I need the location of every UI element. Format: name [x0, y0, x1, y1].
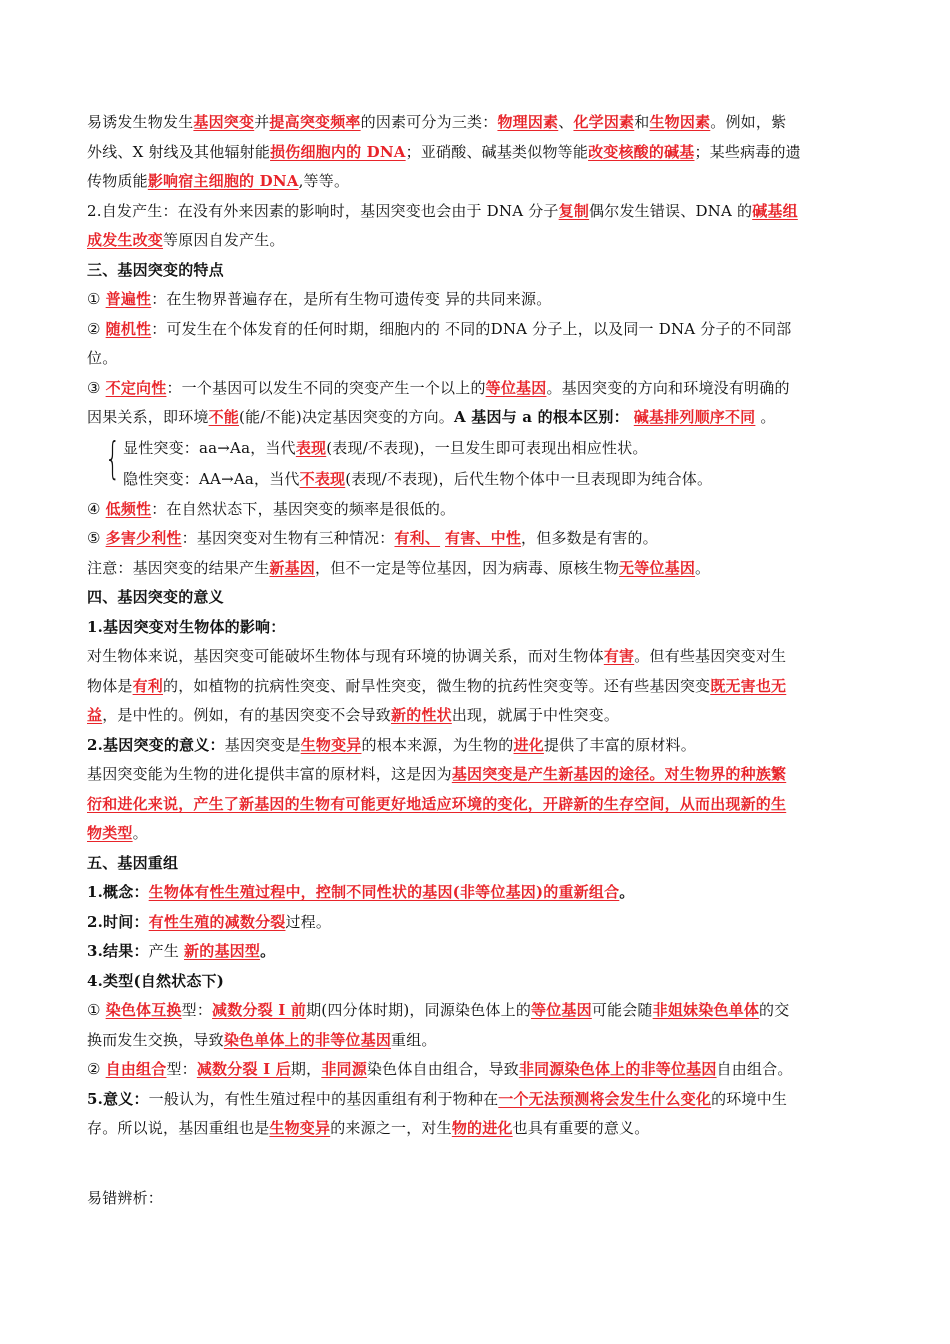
key-term: 一个无法预测将会发生什么变化: [498, 1089, 712, 1108]
text-run: 。: [260, 942, 276, 960]
text-line: [87, 878, 863, 908]
text-run: 过程。: [285, 912, 332, 931]
text-run: 也具有重要的意义。: [512, 1119, 650, 1137]
key-term: 既无害也无: [710, 676, 787, 695]
text-run: 位。: [87, 349, 118, 367]
left-brace-icon: {: [105, 432, 121, 484]
dominant-recessive-brace-group: [87, 433, 863, 495]
text-run: ②: [87, 1060, 106, 1078]
key-term: 生物变异: [300, 735, 362, 754]
key-term: 损伤细胞内的 DNA: [270, 142, 406, 161]
text-run: 的因素可分为三类：: [360, 113, 498, 131]
text-run: 型：: [166, 1060, 197, 1078]
text-run: ：在自然状态下，基因突变的频率是很低的。: [151, 499, 456, 518]
text-run: 外线、X 射线及其他辐射能: [87, 142, 271, 161]
text-run: 并: [254, 113, 270, 131]
text-run: 基因突变是: [224, 735, 301, 754]
key-term: 基因突变是产生新基因的途径。对生物界的种族繁: [451, 765, 787, 783]
text-run: ；亚硝酸、碱基类似物等能: [405, 142, 589, 161]
key-term: 无等位基因: [619, 558, 696, 577]
text-run: ⑤: [87, 529, 106, 547]
text-run: ②: [87, 319, 106, 338]
text-line: [87, 495, 863, 525]
text-line: [87, 197, 863, 227]
text-line: [87, 937, 863, 967]
key-term: 基因突变: [193, 113, 255, 131]
text-line: [87, 996, 863, 1026]
text-run: 可能会随: [591, 1001, 653, 1019]
key-term: 非同源: [321, 1060, 367, 1078]
text-run: 型：: [181, 1001, 213, 1019]
text-run: 的交: [759, 1001, 790, 1019]
key-term: 有害、中性: [445, 529, 522, 547]
key-term: 等位基因: [485, 378, 547, 397]
text-run: 4.类型(自然状态下): [87, 971, 225, 990]
text-run: 。: [755, 408, 776, 426]
key-term: 不能: [208, 408, 240, 426]
text-run: 物体是: [87, 676, 133, 695]
text-run: 的，如植物的抗病性突变、耐旱性突变，微生物的抗药性突变等。还有些基因突变: [163, 676, 711, 695]
key-term: 复制: [558, 201, 590, 220]
key-term: 染色体互换: [105, 1001, 182, 1019]
text-run: 隐性突变：AA→Aa，当代: [123, 469, 300, 488]
text-run: 提供了丰富的原材料。: [543, 735, 696, 754]
text-line: [87, 167, 863, 197]
text-run: 。但有些基因突变对生: [634, 647, 787, 665]
text-run: 1.基因突变对生物体的影响：: [87, 617, 286, 636]
text-run: ，是中性的。例如，有的基因突变不会导致: [102, 706, 392, 724]
key-term: 非姐妹染色单体: [652, 1001, 760, 1019]
key-term: 普遍性: [105, 290, 152, 308]
key-term: 随机性: [105, 319, 152, 338]
text-run: 基因突变能为生物的进化提供丰富的原材料，这是因为: [87, 765, 452, 783]
key-term: 碱基排列顺序不同: [633, 408, 756, 426]
text-line: [123, 464, 863, 495]
text-line: [87, 554, 863, 584]
text-line: [87, 1114, 863, 1144]
text-run: ：在生物界普遍存在，是所有生物可遗传变 异的共同来源。: [151, 290, 552, 308]
footer-heading: 易错辨析：: [87, 1188, 164, 1207]
text-run: 五、基因重组: [87, 853, 179, 872]
text-line: [87, 672, 863, 702]
text-run: (表现/不表现)，一旦发生即可表现出相应性状。: [326, 438, 648, 457]
key-term: 表现: [295, 438, 327, 457]
key-term: 不定向性: [105, 378, 167, 397]
text-run: 换而发生交换，导致: [87, 1030, 224, 1049]
text-run: ，但多数是有害的。: [521, 529, 658, 547]
text-line: [87, 344, 863, 374]
key-term: 减数分裂 I 后: [196, 1060, 291, 1078]
text-line: [87, 374, 863, 404]
text-line: [87, 908, 863, 938]
key-term: 生物因素: [649, 113, 711, 131]
text-line: [87, 583, 863, 613]
text-run: 2.自发产生：在没有外来因素的影响时，基因突变也会由于 DNA 分子: [87, 201, 559, 220]
text-line: [87, 256, 863, 286]
text-line: [87, 138, 863, 168]
key-term: 成发生改变: [87, 231, 164, 249]
key-term: 自由组合: [105, 1060, 167, 1078]
text-line: [87, 849, 863, 879]
text-run: 注意：基因突变的结果产生: [87, 558, 270, 577]
text-run: 偶尔发生错误、DNA 的: [589, 201, 753, 220]
paragraph-block-mutation-causes: [87, 108, 863, 433]
text-run: 和: [634, 113, 650, 131]
text-run: 自由组合。: [716, 1060, 793, 1078]
text-run: 2.时间：: [87, 912, 149, 931]
text-run: 5.意义：: [87, 1089, 149, 1108]
text-run: 一般认为，有性生殖过程中的基因重组有利于物种在: [148, 1089, 499, 1108]
key-term: 染色单体上的非等位基因: [223, 1030, 392, 1049]
text-run: 。基因突变的方向和环境没有明确的: [546, 378, 790, 397]
text-run: 的根本来源，为生物的: [361, 735, 514, 754]
text-line: [87, 1026, 863, 1056]
text-run: 对生物体来说，基因突变可能破坏生物体与现有环境的协调关系，而对生物体: [87, 647, 604, 665]
text-run: (能/不能)决定基因突变的方向。: [239, 408, 454, 426]
key-term: 非同源染色体上的非等位基因: [518, 1060, 717, 1078]
key-term: 影响宿主细胞的 DNA: [147, 172, 299, 190]
text-run: A 基因与 a 的根本区别：: [453, 408, 629, 426]
key-term: 益: [87, 706, 103, 724]
text-run: ④: [87, 499, 106, 518]
text-run: 重组。: [391, 1030, 437, 1049]
text-run: 。例如，紫: [710, 113, 787, 131]
text-run: 。: [132, 824, 148, 842]
text-line: [87, 701, 863, 731]
key-term: 物的进化: [451, 1119, 513, 1137]
text-run: ①: [87, 290, 106, 308]
text-line: [87, 760, 863, 790]
key-term: 等位基因: [531, 1001, 592, 1019]
text-run: 。: [619, 883, 635, 901]
text-run: 等原因自发产生。: [163, 231, 285, 249]
key-term: 物类型: [87, 824, 133, 842]
text-line: [87, 315, 863, 345]
text-run: 显性突变：aa→Aa，当代: [123, 438, 296, 457]
text-run: 2.基因突变的意义：: [87, 735, 225, 754]
key-term: 物理因素: [497, 113, 559, 131]
text-line: [87, 1085, 863, 1115]
key-term: 碱基组: [752, 201, 798, 220]
text-run: 期(四分体时期)，同源染色体上的: [306, 1001, 532, 1019]
key-term: 进化: [513, 735, 544, 754]
text-run: ：可发生在个体发育的任何时期，细胞内的 不同的DNA 分子上，以及同一 DNA 分子的不同部: [151, 319, 792, 338]
text-line: [87, 226, 863, 256]
text-line: [87, 967, 863, 997]
key-term: 新基因: [269, 558, 316, 577]
text-line: [87, 108, 863, 138]
text-line: [87, 790, 863, 820]
paragraph-block-significance-recombination: [87, 495, 863, 1144]
text-run: 的来源之一，对生: [330, 1119, 452, 1137]
text-run: (表现/不表现)，后代生物个体中一旦表现即为纯合体。: [345, 469, 713, 488]
text-run: 1.概念：: [87, 883, 149, 901]
text-line: [87, 1055, 863, 1085]
key-term: 不表现: [299, 469, 346, 488]
document-page: [87, 108, 863, 1213]
text-line: [87, 524, 863, 554]
key-term: 有性生殖的减数分裂: [148, 912, 286, 931]
key-term: 生物变异: [269, 1119, 331, 1137]
text-line: [87, 819, 863, 849]
key-term: 有害: [603, 647, 635, 665]
text-run: 出现，就属于中性突变。: [451, 706, 620, 724]
text-run: 存。所以说，基因重组也是: [87, 1119, 270, 1137]
key-term: 新的基因型: [184, 942, 261, 960]
text-run: ；某些病毒的遗: [694, 142, 801, 161]
text-run: 、: [558, 113, 574, 131]
text-run: 三、基因突变的特点: [87, 260, 224, 279]
text-line: [87, 285, 863, 315]
text-line: [87, 731, 863, 761]
text-line: [87, 613, 863, 643]
text-run: 传物质能: [87, 172, 148, 190]
text-run: 的环境中生: [711, 1089, 788, 1108]
text-run: 因果关系，即环境: [87, 408, 209, 426]
key-term: 多害少利性: [105, 529, 182, 547]
key-term: 新的性状: [391, 706, 452, 724]
text-run: 3.结果：: [87, 942, 149, 960]
key-term: 有利: [132, 676, 164, 695]
text-run: 产生: [148, 942, 185, 960]
text-run: 期，: [290, 1060, 322, 1078]
text-run: 易诱发生物发生: [87, 113, 194, 131]
key-term: 提高突变频率: [269, 113, 361, 131]
text-run: 四、基因突变的意义: [87, 588, 224, 606]
key-term: 低频性: [105, 499, 152, 518]
key-term: 化学因素: [573, 113, 635, 131]
key-term: 减数分裂 I 前: [212, 1001, 307, 1019]
key-term: 改变核酸的碱基: [588, 142, 695, 161]
text-run: 染色体自由组合，导致: [366, 1060, 519, 1078]
text-run: 。: [695, 558, 711, 577]
key-term: 衍和进化来说，产生了新基因的生物有可能更好地适应环境的变化，开辟新的生存空间，从而出现新的生: [87, 794, 787, 813]
text-line: [87, 642, 863, 672]
text-run: ①: [87, 1001, 106, 1019]
text-line: [123, 433, 863, 464]
text-line: [87, 403, 863, 433]
text-run: ③: [87, 378, 106, 397]
text-run: ：基因突变对生物有三种情况：: [181, 529, 395, 547]
text-run: ：一个基因可以发生不同的突变产生一个以上的: [166, 378, 486, 397]
key-term: 有利、: [394, 529, 441, 547]
text-run: ，但不一定是等位基因，因为病毒、原核生物: [315, 558, 620, 577]
text-run: ,等等。: [298, 172, 350, 190]
key-term: 生物体有性生殖过程中，控制不同性状的基因(非等位基因)的重新组合: [148, 883, 620, 901]
